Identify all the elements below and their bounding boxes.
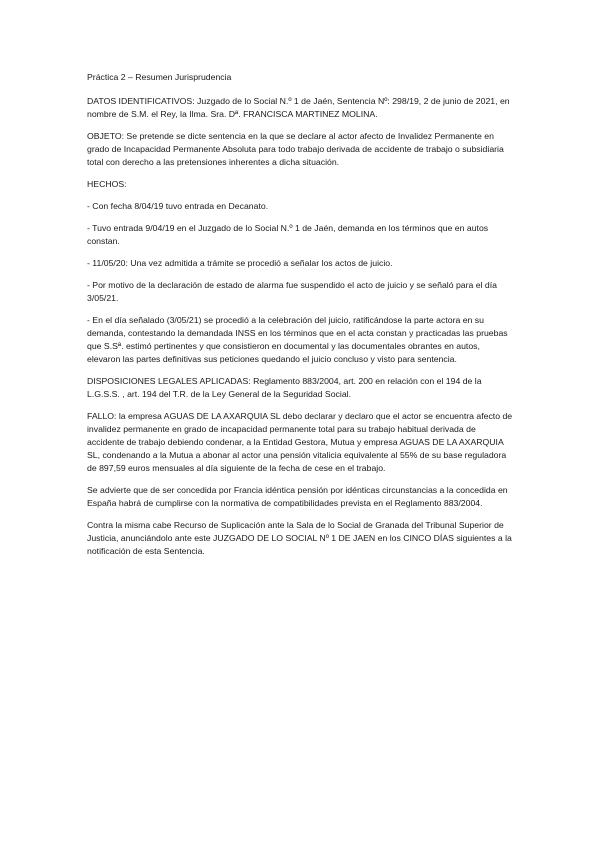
disposiciones-paragraph: DISPOSICIONES LEGALES APLICADAS: Reglamento 883/2004, art. 200 en relación con el 194 de la L.G.S.S. , art. 194 del T.R. de la Ley General de la Seguridad Social. bbox=[87, 376, 482, 399]
hechos-heading: HECHOS: bbox=[87, 179, 127, 189]
hechos-item: - En el día señalado (3/05/21) se procedió a la celebración del juicio, ratificándose la parte actora en su demanda, contestando la demandada INSS en los términos que en el acta constan y practicadas las pruebas que S.Sª. estimó pertinentes y que consistieron en documental y las documentales obrantes en autos, elevaron las partes definitivas sus peticiones quedando el juicio concluso y visto para sentencia. bbox=[87, 315, 508, 364]
document-body bbox=[87, 71, 513, 567]
advierte-paragraph: Se advierte que de ser concedida por Francia idéntica pensión por idénticas circunstancias a la concedida en España habrá de cumplirse con la normativa de compatibilidades prevista en el Reglamento 883/2004. bbox=[87, 485, 508, 508]
objeto-paragraph: OBJETO: Se pretende se dicte sentencia en la que se declare al actor afecto de Invalidez Permanente en grado de Incapacidad Permanente Absoluta para todo trabajo derivada de accidente de trabajo o subsidiaria total con derecho a las pretensiones inherentes a dicha situación. bbox=[87, 131, 504, 167]
recurso-paragraph: Contra la misma cabe Recurso de Suplicación ante la Sala de lo Social de Granada del Tribunal Superior de Justicia, anunciándolo ante este JUZGADO DE LO SOCIAL Nº 1 DE JAEN en los CINCO DÍAS siguientes a la notificación de esta Sentencia. bbox=[87, 520, 512, 556]
hechos-item: - Tuvo entrada 9/04/19 en el Juzgado de lo Social N.º 1 de Jaén, demanda en los términos que en autos constan. bbox=[87, 223, 489, 246]
fallo-paragraph: FALLO: la empresa AGUAS DE LA AXARQUIA SL debo declarar y declaro que el actor se encuentra afecto de invalidez permanente en grado de incapacidad permanente total para su trabajo habitual derivada de accidente de trabajo debiendo condenar, a la Entidad Gestora, Mutua y empresa AGUAS DE LA AXARQUIA SL, condenando a la Mutua a abonar al actor una pensión vitalicia equivalente al 55% de su base reguladora de 897,59 euros mensuales al día siguiente de la fecha de cese en el trabajo. bbox=[87, 411, 513, 473]
document-title: Práctica 2 – Resumen Jurisprudencia bbox=[87, 72, 232, 82]
hechos-item: - Con fecha 8/04/19 tuvo entrada en Decanato. bbox=[87, 201, 269, 211]
hechos-item: - 11/05/20: Una vez admitida a trámite se procedió a señalar los actos de juicio. bbox=[87, 258, 393, 268]
datos-identificativos-paragraph: DATOS IDENTIFICATIVOS: Juzgado de lo Social N.º 1 de Jaén, Sentencia Nº: 298/19, 2 de junio de 2021, en nombre de S.M. el Rey, la Ilma. Sra. Dª. FRANCISCA MARTINEZ MOLINA. bbox=[87, 96, 510, 119]
hechos-item: - Por motivo de la declaración de estado de alarma fue suspendido el acto de juicio y se señaló para el día 3/05/21. bbox=[87, 280, 498, 303]
